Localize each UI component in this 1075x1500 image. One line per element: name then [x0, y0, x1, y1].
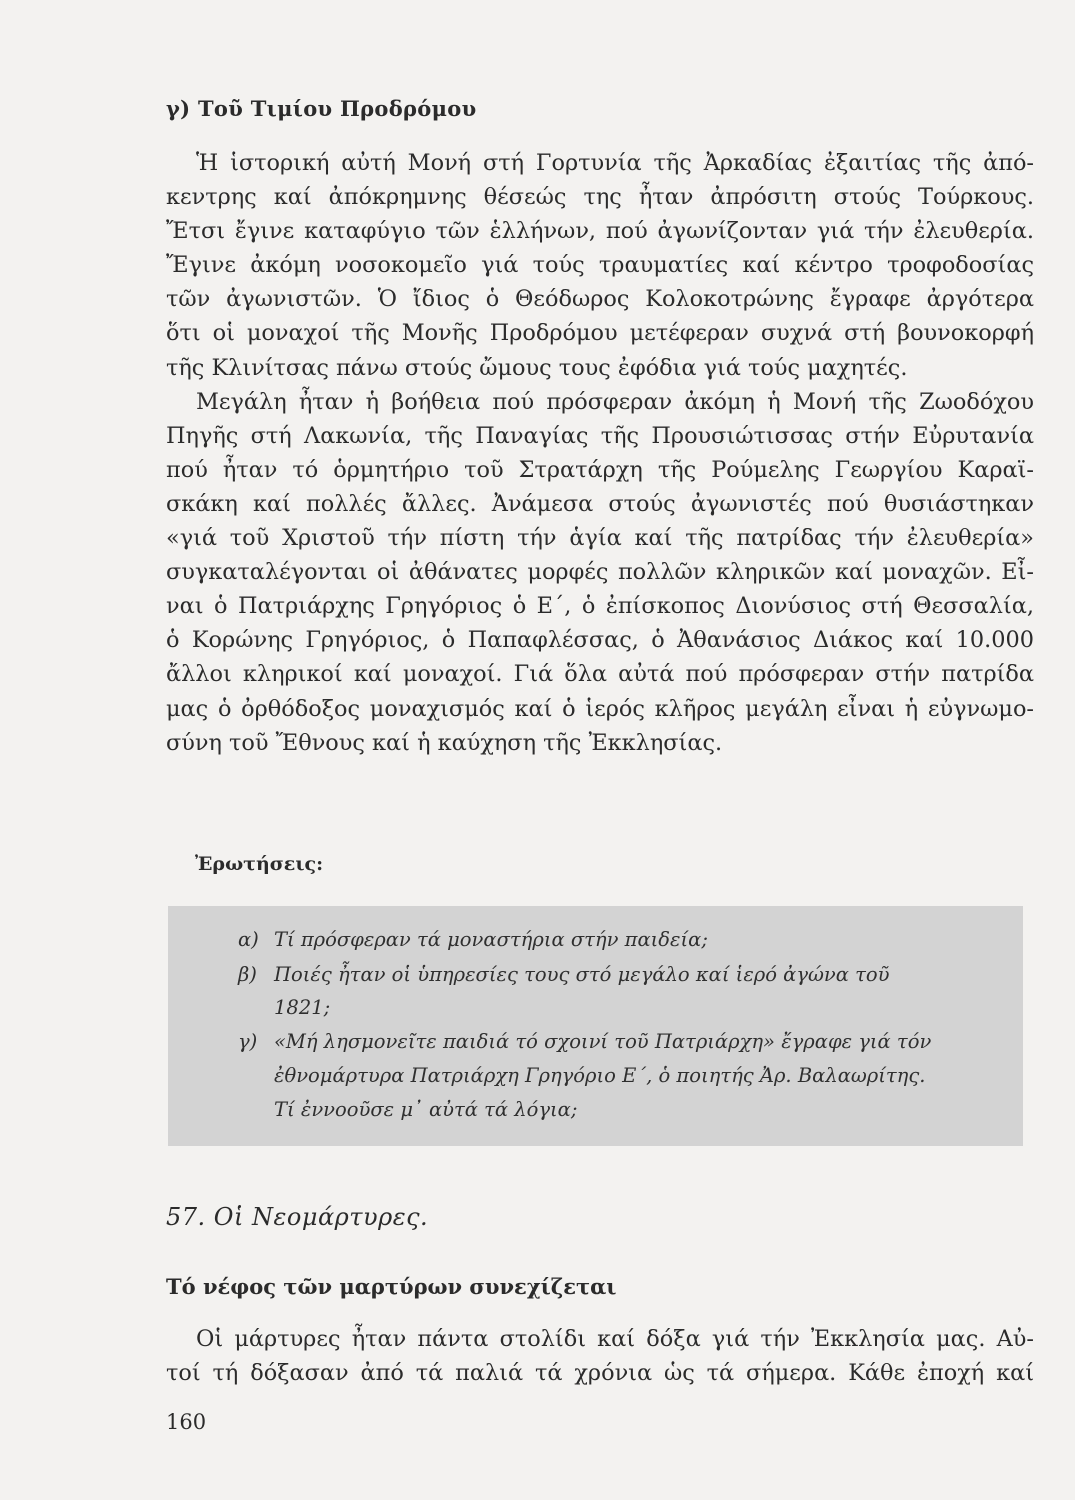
page-number: 160 — [166, 1410, 207, 1434]
text-line: Πηγῆς στή Λακωνία, τῆς Παναγίας τῆς Προυσιώτισσας στήν Εὐρυτανία — [166, 422, 1034, 449]
question-text: Τί ἐννοοῦσε μ᾽ αὐτά τά λόγια; — [274, 1098, 578, 1121]
text-line: ὅτι οἱ μοναχοί τῆς Μονῆς Προδρόμου μετέφεραν συχνά στή βουνοκορφή — [166, 320, 1034, 347]
text-line: πού ἦταν τό ὁρμητήριο τοῦ Στρατάρχη τῆς Ρούμελης Γεωργίου Καραϊ- — [166, 456, 1034, 483]
text-line: τῆς Κλινίτσας πάνω στούς ὤμους τους ἐφόδια γιά τούς μαχητές. — [166, 354, 908, 381]
text-line: σκάκη καί πολλές ἄλλες. Ἀνάμεσα στούς ἀγωνιστές πού θυσιάστηκαν — [166, 490, 1034, 517]
question-text: Ποιές ἦταν οἱ ὑπηρεσίες τους στό μεγάλο καί ἱερό ἀγώνα τοῦ — [274, 963, 890, 986]
text-line: Ἡ ἱστορική αὐτή Μονή στή Γορτυνία τῆς Ἀρκαδίας ἐξαιτίας τῆς ἀπό- — [196, 150, 1034, 176]
subsection-heading: γ) Τοῦ Τιμίου Προδρόμου — [166, 96, 477, 121]
section-title: 57. Οἱ Νεομάρτυρες. — [166, 1203, 429, 1231]
text-line: τῶν ἀγωνιστῶν. Ὁ ἴδιος ὁ Θεόδωρος Κολοκοτρώνης ἔγραφε ἀργότερα — [166, 286, 1034, 313]
sub-heading: Τό νέφος τῶν μαρτύρων συνεχίζεται — [166, 1274, 617, 1299]
question-b — [238, 963, 890, 986]
text-line: σύνη τοῦ Ἔθνους καί ἡ καύχηση τῆς Ἐκκλησίας. — [166, 729, 723, 756]
question-text: Τί πρόσφεραν τά μοναστήρια στήν παιδεία; — [274, 928, 708, 951]
text-line: Οἱ μάρτυρες ἦταν πάντα στολίδι καί δόξα γιά τήν Ἐκκλησία μας. Αὐ- — [196, 1326, 1034, 1352]
text-line: τοί τή δόξασαν ἀπό τά παλιά τά χρόνια ὡς τά σήμερα. Κάθε ἐποχή καί — [166, 1360, 1034, 1387]
text-line: κεντρης καί ἀπόκρημνης θέσεώς της ἦταν ἀπρόσιτη στούς Τούρκους. — [166, 184, 1034, 211]
question-b-cont — [274, 996, 330, 1019]
question-c-cont2 — [274, 1098, 577, 1121]
text-line: Ἔγινε ἀκόμη νοσοκομεῖο γιά τούς τραυματίες καί κέντρο τροφοδοσίας — [166, 252, 1034, 279]
text-line: «γιά τοῦ Χριστοῦ τήν πίστη τήν ἁγία καί τῆς πατρίδας τήν ἐλευθερία» — [166, 525, 1034, 552]
question-text: «Μή λησμονεῖτε παιδιά τό σχοινί τοῦ Πατριάρχη» ἔγραφε γιά τόν — [274, 1030, 932, 1053]
text-line: Ἔτσι ἔγινε καταφύγιο τῶν ἑλλήνων, πού ἀγωνίζονταν γιά τήν ἐλευθερία. — [166, 218, 1034, 245]
question-mark: α) — [238, 928, 259, 951]
section-text — [166, 1322, 1034, 1390]
question-c-cont — [274, 1064, 925, 1087]
question-a — [238, 928, 708, 951]
text-line: μας ὁ ὀρθόδοξος μοναχισμός καί ὁ ἱερός κλῆρος μεγάλη εἶναι ἡ εὐγνωμο- — [166, 695, 1034, 722]
question-text: 1821; — [274, 996, 331, 1019]
question-mark: β) — [238, 963, 257, 986]
text-line: Μεγάλη ἦταν ἡ βοήθεια πού πρόσφεραν ἀκόμη ἡ Μονή τῆς Ζωοδόχου — [196, 388, 1034, 415]
questions-title: Ἐρωτήσεις: — [195, 853, 324, 875]
text-line: συγκαταλέγονται οἱ ἀθάνατες μορφές πολλῶν κληρικῶν καί μοναχῶν. Εἶ- — [166, 559, 1034, 586]
text-line: ἄλλοι κληρικοί καί μοναχοί. Γιά ὅλα αὐτά πού πρόσφεραν στήν πατρίδα — [166, 661, 1034, 688]
text-line: ναι ὁ Πατριάρχης Γρηγόριος ὁ Ε΄, ὁ ἐπίσκοπος Διονύσιος στή Θεσσαλία, — [166, 593, 1034, 620]
question-c — [238, 1030, 931, 1053]
question-mark: γ) — [238, 1030, 258, 1053]
text-line: ὁ Κορώνης Γρηγόριος, ὁ Παπαφλέσσας, ὁ Ἀθανάσιος Διάκος καί 10.000 — [166, 627, 1034, 654]
question-text: ἐθνομάρτυρα Πατριάρχη Γρηγόριο Ε΄, ὁ ποιητής Ἀρ. Βαλαωρίτης. — [274, 1064, 926, 1087]
main-text — [166, 146, 1034, 760]
